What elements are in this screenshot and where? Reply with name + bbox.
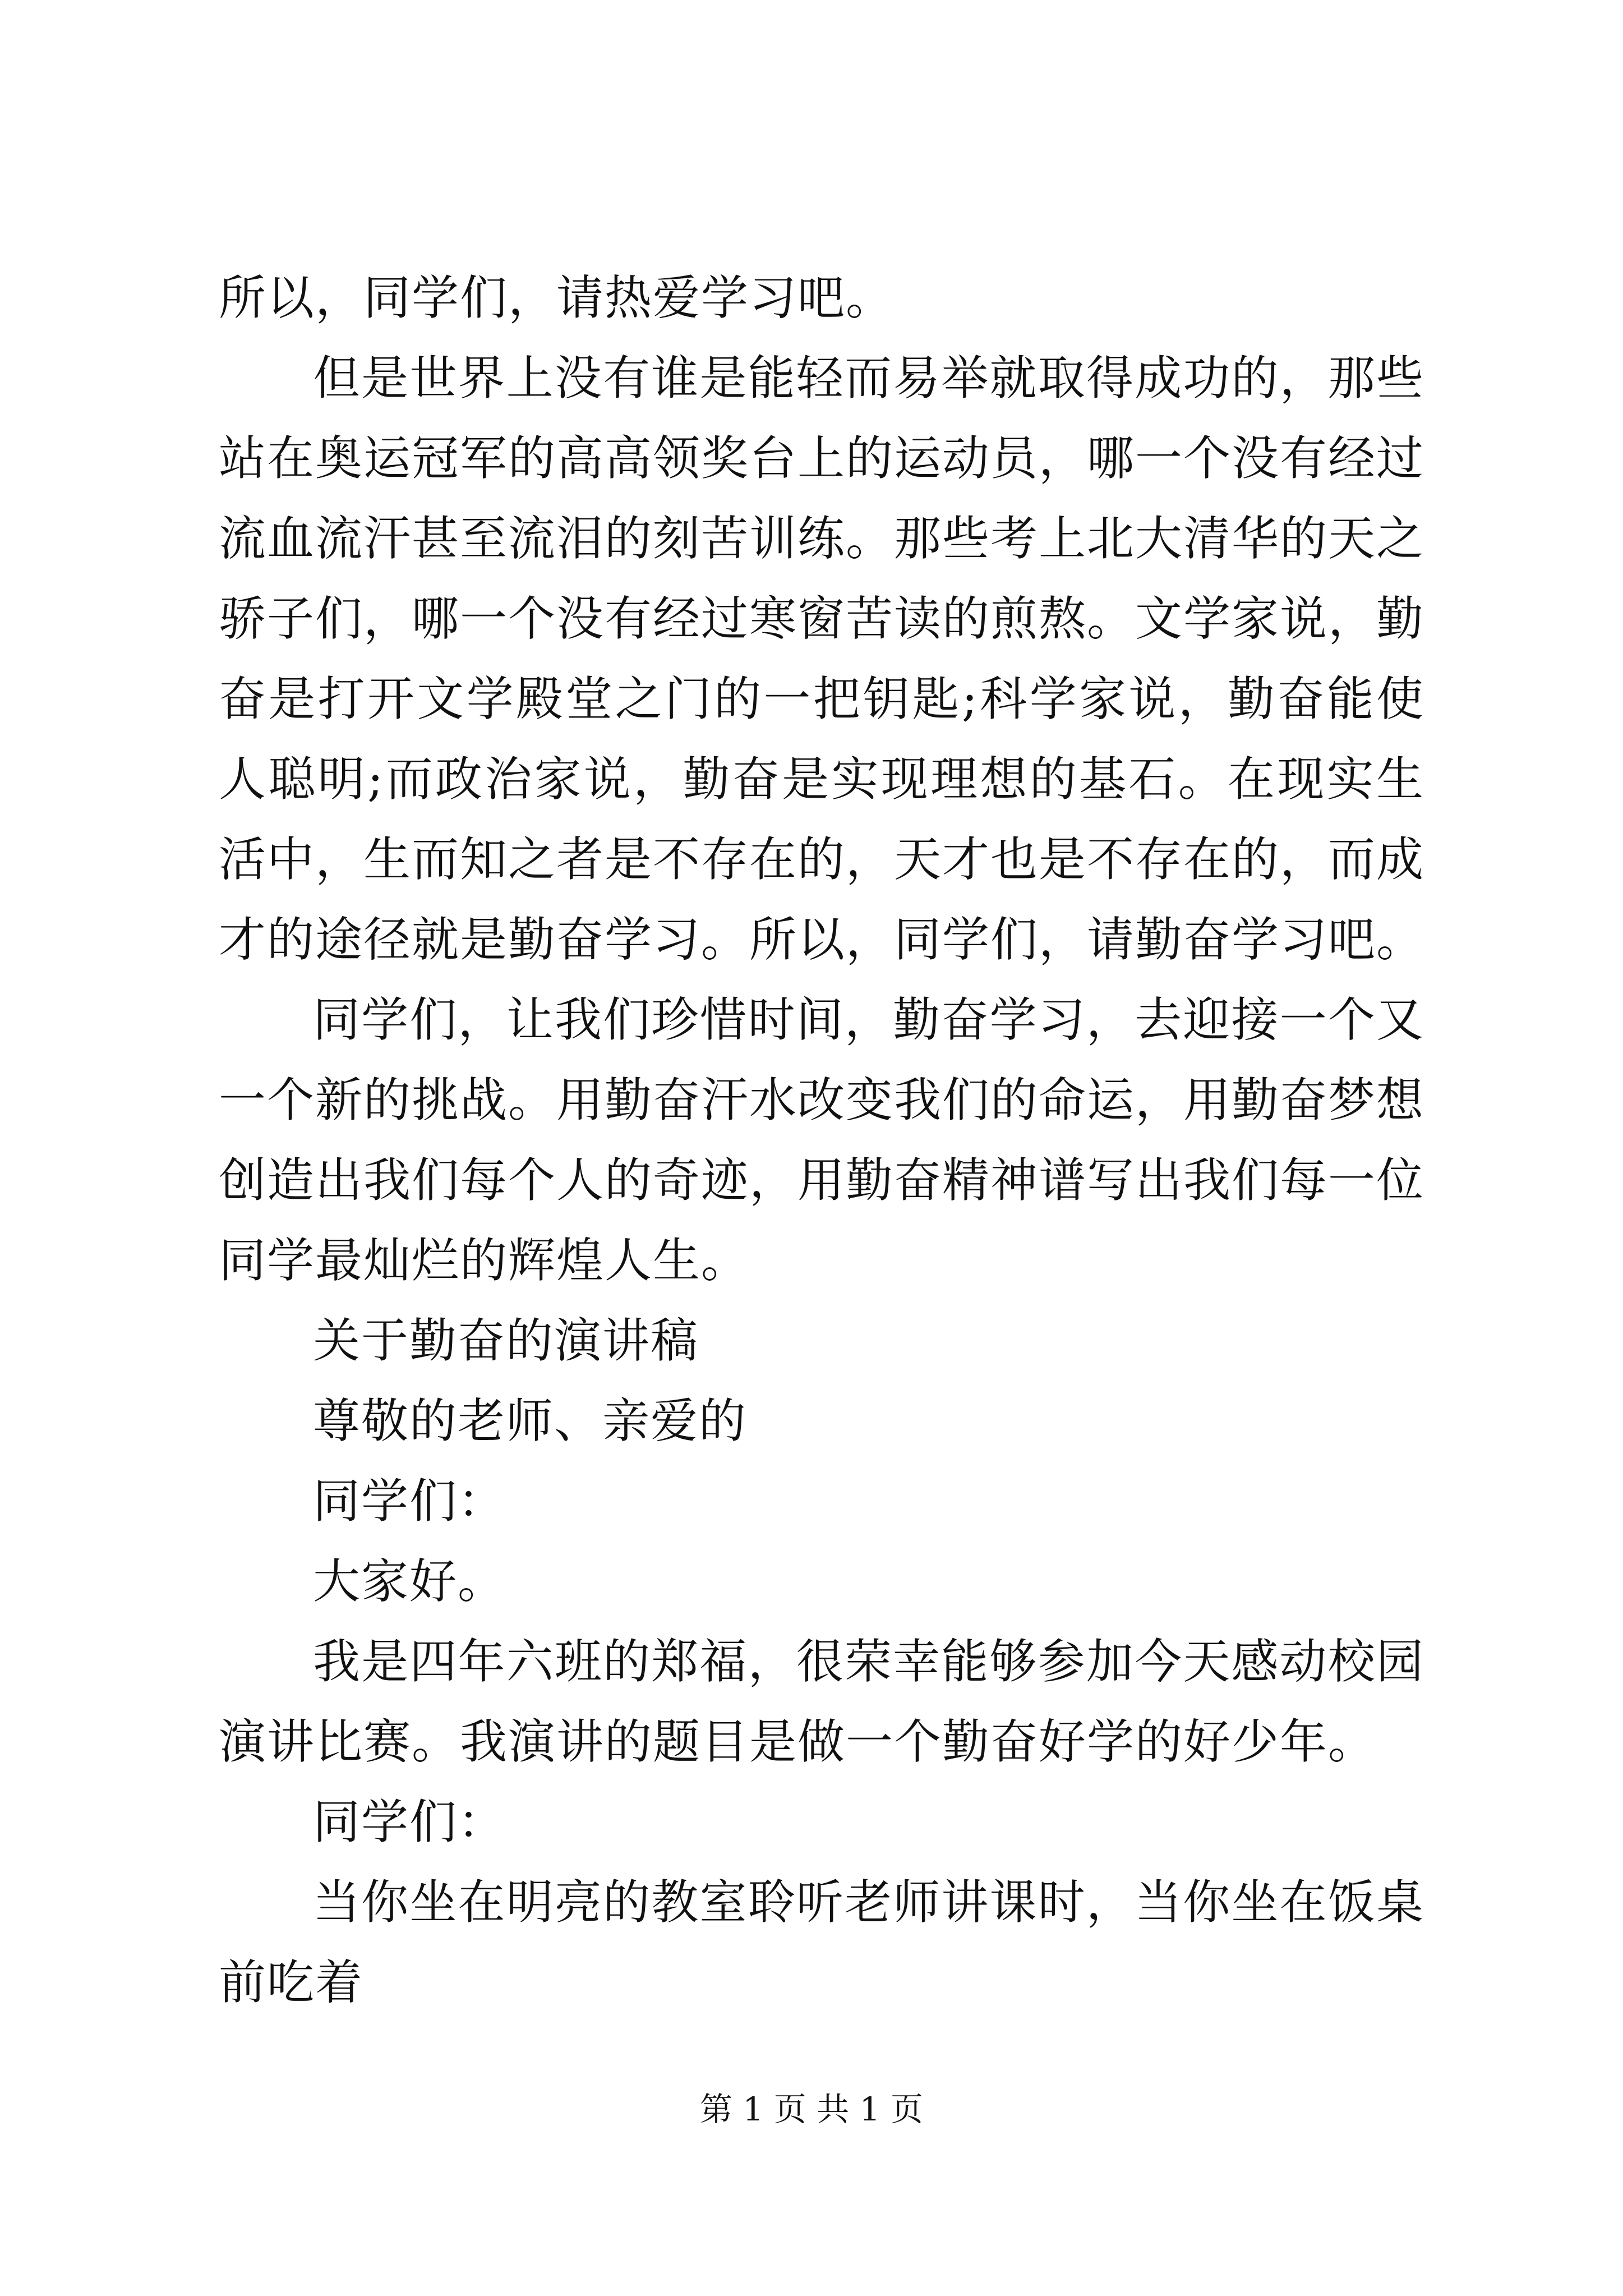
paragraph: 所以，同学们，请热爱学习吧。 bbox=[219, 270, 895, 325]
paragraph: 当你坐在明亮的教室聆听老师讲课时，当你坐在饭桌前吃着 bbox=[219, 1875, 1424, 2010]
paragraph: 但是世界上没有谁是能轻而易举就取得成功的，那些站在奥运冠军的高高领奖台上的运动员，哪一个没有经过流血流汗甚至流泪的刻苦训练。那些考上北大清华的天之骄子们，哪一个没有经过寒窗苦读的煎熬。文学家说，勤奋是打开文学殿堂之门的一把钥匙;科学家说，勤奋能使人聪明;而政治家说，勤奋是实现理想的基石。在现实生活中，生而知之者是不存在的，天才也是不存在的，而成才的途径就是勤奋学习。所以，同学们，请勤奋学习吧。 bbox=[219, 351, 1425, 967]
salutation: 同学们： bbox=[313, 1795, 506, 1849]
page-number-label: 第 1 页 共 1 页 bbox=[700, 2090, 923, 2128]
speech-title: 关于勤奋的演讲稿 bbox=[313, 1313, 699, 1368]
salutation: 同学们： bbox=[313, 1474, 506, 1529]
salutation: 尊敬的老师、亲爱的 bbox=[313, 1393, 748, 1448]
page-footer bbox=[0, 2090, 1623, 2129]
paragraph: 同学们，让我们珍惜时间，勤奋学习，去迎接一个又一个新的挑战。用勤奋汗水改变我们的命运，用勤奋梦想创造出我们每个人的奇迹，用勤奋精神谱写出我们每一位同学最灿烂的辉煌人生。 bbox=[219, 992, 1425, 1288]
document-body bbox=[219, 258, 1424, 2023]
greeting: 大家好。 bbox=[313, 1554, 506, 1609]
paragraph: 我是四年六班的郑福，很荣幸能够参加今天感动校园演讲比赛。我演讲的题目是做一个勤奋好学的好少年。 bbox=[219, 1634, 1424, 1769]
